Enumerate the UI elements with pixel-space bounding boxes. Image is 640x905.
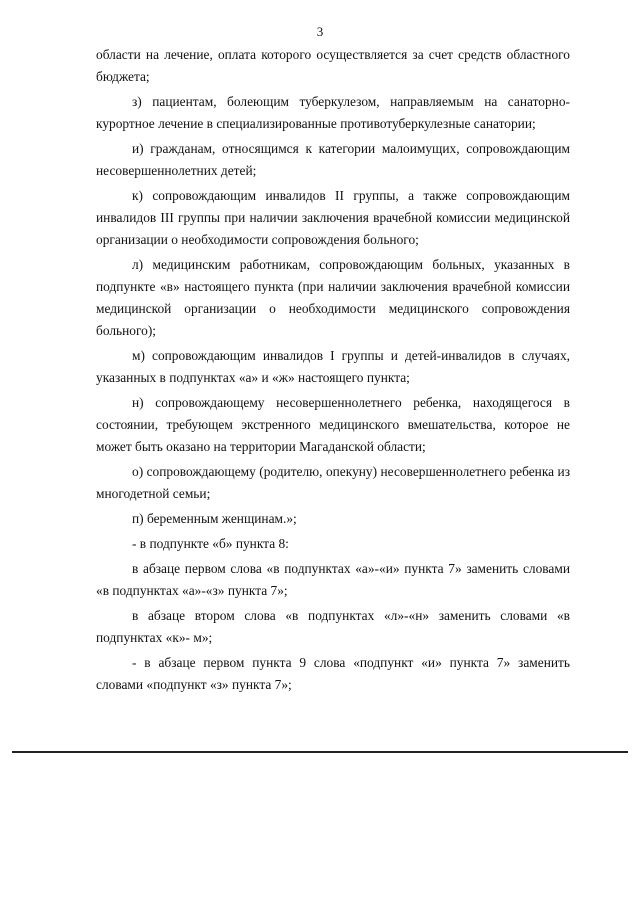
paragraph-second-abzac: в абзаце втором слова «в подпунктах «л»-«н» заменить словами «в подпунктах «к»- м»; [96,608,570,645]
bottom-divider [12,751,628,753]
paragraph-item-m: м) сопровождающим инвалидов I группы и детей-инвалидов в случаях, указанных в подпунктах «а» и «ж» настоящего пункта; [96,348,570,385]
paragraph-item-z: з) пациентам, болеющим туберкулезом, направляемым на санаторно-курортное лечение в специализированные противотуберкулезные санатории; [96,94,570,131]
page-number: 3 [316,24,324,39]
paragraph-point-9: - в абзаце первом пункта 9 слова «подпункт «и» пункта 7» заменить словами «подпункт «з» пункта 7»; [96,655,570,692]
paragraph-continuation: области на лечение, оплата которого осуществляется за счет средств областного бюджета; [96,47,570,84]
paragraph-item-p: п) беременным женщинам.»; [132,511,297,526]
paragraph-item-k: к) сопровождающим инвалидов II группы, а также сопровождающим инвалидов III группы при наличии заключения врачебной комиссии медицинской организации о необходимости сопровождения больного; [96,188,570,247]
paragraph-item-i: и) гражданам, относящимся к категории малоимущих, сопровождающим несовершеннолетних детей; [96,141,570,178]
paragraph-first-abzac: в абзаце первом слова «в подпунктах «а»-«и» пункта 7» заменить словами «в подпунктах «а»-«з» пункта 7»; [96,561,570,598]
paragraph-item-l: л) медицинским работникам, сопровождающим больных, указанных в подпункте «в» настоящего пункта (при наличии заключения врачебной комиссии медицинской организации о необходимости медицинского сопровождения больного); [96,257,570,338]
paragraph-subpoint-b-point-8: - в подпункте «б» пункта 8: [132,536,289,551]
paragraph-item-n: н) сопровождающему несовершеннолетнего ребенка, находящегося в состоянии, требующем экстренного медицинского вмешательства, которое не может быть оказано на территории Магаданской области; [96,395,570,454]
paragraph-item-o: о) сопровождающему (родителю, опекуну) несовершеннолетнего ребенка из многодетной семьи; [96,464,570,501]
document-body [96,44,570,696]
